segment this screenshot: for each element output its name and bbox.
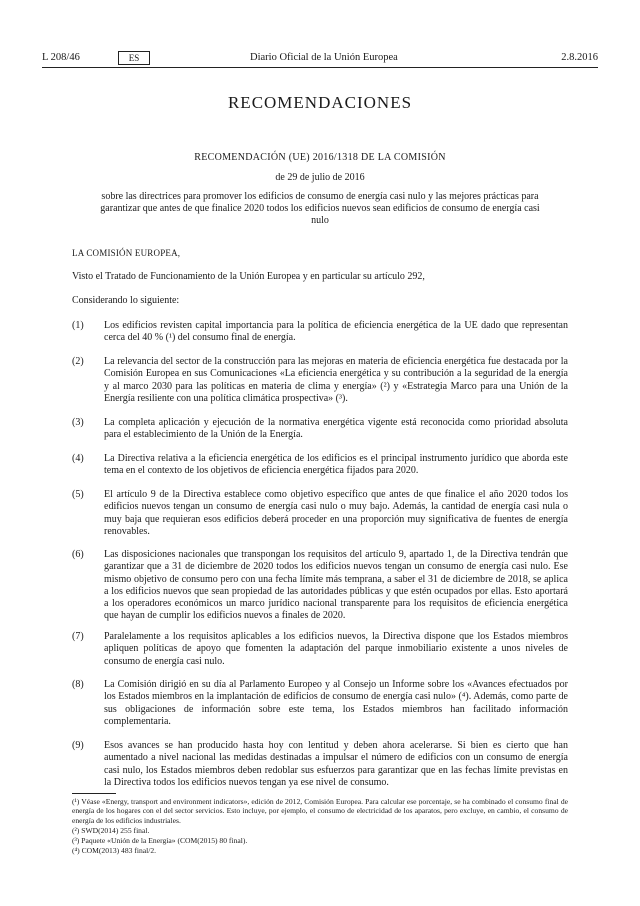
- language-badge: ES: [118, 51, 150, 65]
- journal-title: Diario Oficial de la Unión Europea: [250, 52, 398, 63]
- page-number: L 208/46: [42, 52, 80, 63]
- recital-number: (1): [72, 320, 84, 331]
- recital-number: (6): [72, 549, 84, 560]
- recommendation-date: de 29 de julio de 2016: [275, 172, 365, 183]
- whereas-line: Considerando lo siguiente:: [72, 295, 180, 306]
- recital-text: La Comisión dirigió en su día al Parlamento Europeo y al Consejo un Informe sobre los «Avances efectuados por los Estados miembros en la implantación de edificios de consumo de energía casi nulo» (⁴). Además, como parte de sus obligaciones de información sobre este tema, los Estados miembros han facilitado información complementaria.: [104, 679, 568, 727]
- footnote: (¹) Véase «Energy, transport and environment indicators», edición de 2012, Comisión Europea. Para calcular ese porcentaje, se ha combinado el consumo final de energía de los hogares con el del sector servicios. Esto incluye, por ejemplo, el consumo de electricidad de los aparatos, pero excluye, en cambio, el consumo de energía de los edificios industriales.: [72, 797, 568, 825]
- footnote-divider: [72, 793, 116, 794]
- recital-number: (2): [72, 356, 84, 367]
- recital-text: Las disposiciones nacionales que transpongan los requisitos del artículo 9, apartado 1, de la Directiva tendrán que garantizar que a 31 de diciembre de 2020 todos los edificios nuevos tengan un consumo de energía casi nulo. Ese mismo objetivo de consumo pero con una fecha límite más temprana, a saber el 31 de diciembre de 2018, se aplica a los edificios nuevos que sean propiedad de las autoridades públicas y que estén ocupados por ellas. Esto aportará a los operadores económicos un marco jurídico nacional transparente para los requisitos de eficiencia energética que hayan de cumplir los edificios nuevos a finales de 2020.: [104, 549, 568, 622]
- recital-text: Paralelamente a los requisitos aplicables a los edificios nuevos, la Directiva dispone que los Estados miembros apliquen políticas de apoyo que fomenten la adaptación del parque inmobiliario existente a unos niveles de consumo de energía casi nulo.: [104, 631, 568, 667]
- recital-text: La relevancia del sector de la construcción para las mejoras en materia de eficiencia energética fue destacada por la Comisión Europea en sus Comunicaciones «La eficiencia energética y su contribución a la seguridad de la energía y al marco 2030 para las políticas en materia de clima y energía» (²) y «Estrategia Marco para una Unión de la Energía resiliente con una política climática prospectiva» (³).: [104, 356, 568, 404]
- recital-number: (7): [72, 631, 84, 642]
- recital-text: La completa aplicación y ejecución de la normativa energética vigente está reconocida como prioridad absoluta para el establecimiento de la Unión de la Energía.: [104, 417, 568, 441]
- recital-text: Los edificios revisten capital importancia para la política de eficiencia energética de la UE dado que representan cerca del 40 % (¹) del consumo final de energía.: [104, 320, 568, 344]
- section-heading: RECOMENDACIONES: [227, 93, 413, 112]
- having-regard-line: Visto el Tratado de Funcionamiento de la Unión Europea y en particular su artículo 292,: [72, 271, 425, 282]
- footnote: (³) Paquete «Unión de la Energía» (COM(2015) 80 final).: [72, 836, 248, 845]
- recommendation-subject: sobre las directrices para promover los edificios de consumo de energía casi nulo y las mejores prácticas para garantizar que antes de que finalice 2020 todos los edificios nuevos sean edificios de consumo de energía casi nulo: [100, 191, 540, 226]
- footnote: (⁴) COM(2013) 483 final/2.: [72, 846, 157, 855]
- recital-text: La Directiva relativa a la eficiencia energética de los edificios es el principal instrumento jurídico que aborda este tema en el contexto de los objetivos de eficiencia energética fijados para 2020.: [104, 453, 568, 477]
- recital-number: (3): [72, 417, 84, 428]
- recital-text: El artículo 9 de la Directiva establece como objetivo específico que antes de que finalice el año 2020 todos los edificios nuevos tengan un consumo de energía casi nulo o muy bajo. Además, la cantidad de energía casi nula o muy baja que requieran esos edificios deberá proceder en una proporción muy significativa de fuentes de energía renovables.: [104, 489, 568, 537]
- authority-line: LA COMISIÓN EUROPEA,: [72, 248, 181, 258]
- page-header: [0, 52, 640, 68]
- recital-number: (4): [72, 453, 84, 464]
- header-divider: [42, 67, 598, 68]
- recital-number: (8): [72, 679, 84, 690]
- recommendation-title: RECOMENDACIÓN (UE) 2016/1318 DE LA COMISIÓN: [194, 152, 446, 163]
- recital-number: (5): [72, 489, 84, 500]
- publication-date: 2.8.2016: [561, 52, 598, 63]
- recital-text: Esos avances se han producido hasta hoy con lentitud y deben ahora acelerarse. Si bien es cierto que han aumentado a nivel nacional las medidas destinadas a impulsar el número de edificios con un consumo de energía casi nulo, los Estados miembros deben redoblar sus esfuerzos para garantizar que en las fechas límite previstas en la Directiva todos los edificios nuevos tengan ya ese nivel de consumo.: [104, 740, 568, 788]
- footnote: (²) SWD(2014) 255 final.: [72, 826, 150, 835]
- recital-number: (9): [72, 740, 84, 751]
